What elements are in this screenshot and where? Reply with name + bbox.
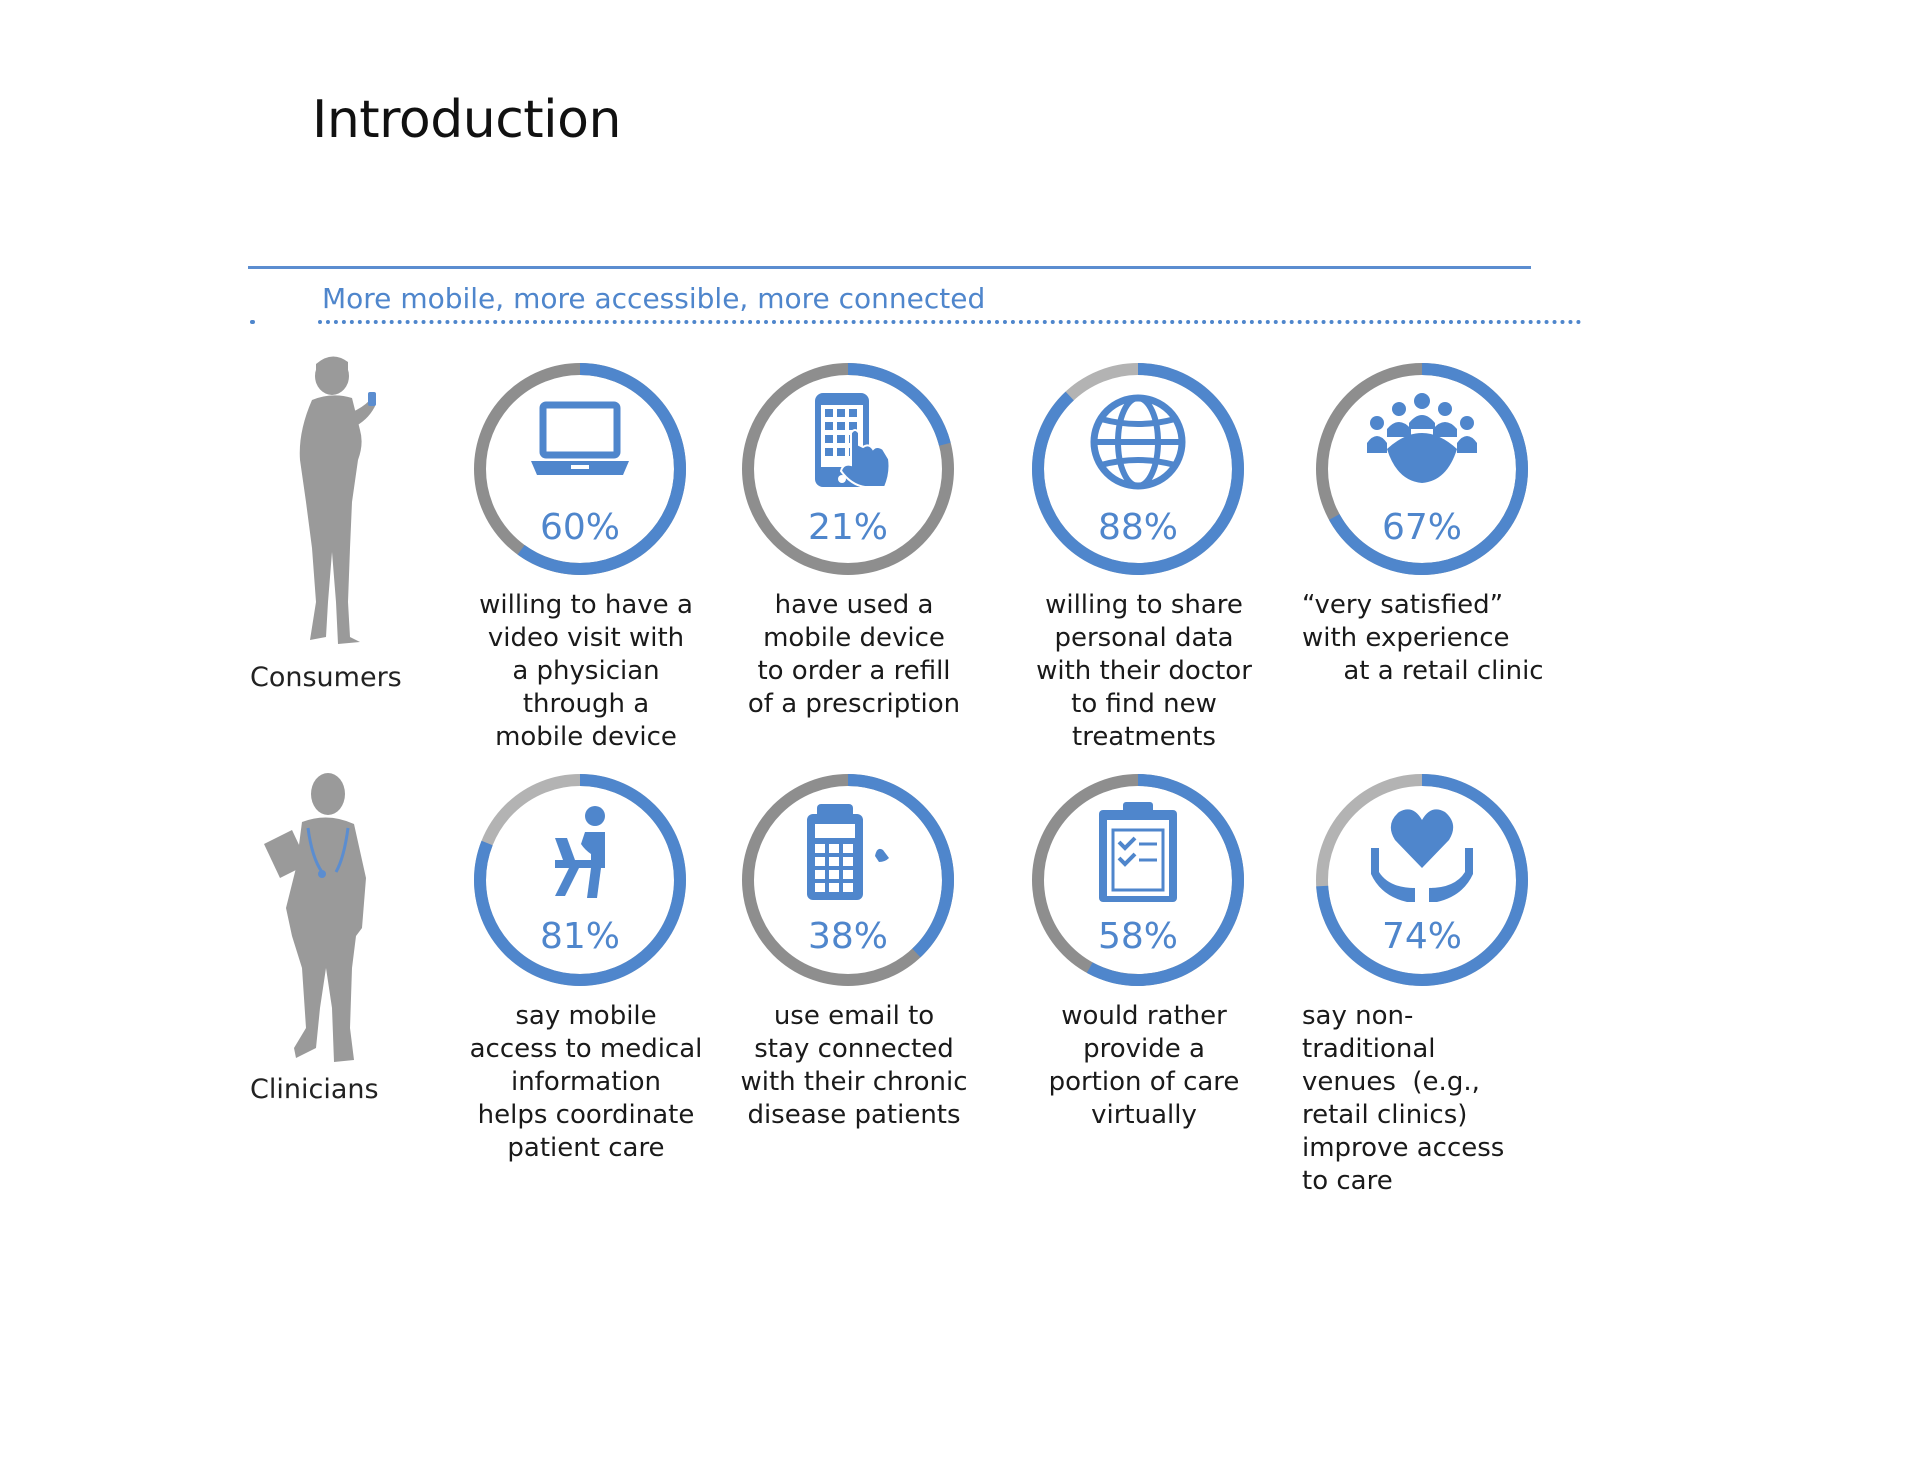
heart-hands-icon	[1367, 798, 1477, 908]
percent-label: 58%	[1097, 916, 1178, 957]
donut-ring	[1310, 768, 1534, 992]
stat-caption: would rather provide a portion of care virtually	[1048, 1001, 1240, 1130]
stat-caption: willing to share personal data with their doctor to find new treatments	[1036, 590, 1252, 752]
percent-label: 38%	[807, 916, 888, 957]
percent-label: 74%	[1381, 916, 1462, 957]
percent-label: 60%	[539, 507, 620, 548]
group-label-clinicians: Clinicians	[250, 1074, 379, 1105]
person-laptop-icon	[525, 798, 635, 908]
doctor-with-clipboard-icon	[256, 768, 386, 1068]
person-with-phone-icon	[290, 352, 390, 652]
donut-ring	[1310, 357, 1534, 581]
group-label-consumers: Consumers	[250, 662, 402, 693]
laptop-icon	[525, 387, 635, 497]
stat-caption: “very satisfied” with experience at a retail clinic	[1302, 590, 1544, 686]
page-title: Introduction	[312, 90, 621, 150]
stat-caption: use email to stay connected with their chronic disease patients	[740, 1001, 968, 1130]
clipboard-check-icon	[1083, 798, 1193, 908]
stat-caption: say non- traditional venues (e.g., retail clinics) improve access to care	[1302, 1001, 1505, 1196]
people-group-icon	[1367, 387, 1477, 497]
calculator-icon	[793, 798, 903, 908]
donut-ring	[736, 768, 960, 992]
stat-caption: say mobile access to medical information helps coordinate patient care	[469, 1001, 703, 1163]
percent-label: 81%	[539, 916, 620, 957]
donut-ring	[468, 768, 692, 992]
percent-label: 67%	[1381, 507, 1462, 548]
donut-ring	[736, 357, 960, 581]
donut-ring	[1026, 768, 1250, 992]
dot-marker	[250, 320, 255, 324]
percent-label: 21%	[807, 507, 888, 548]
dotted-divider	[318, 320, 1582, 324]
top-divider	[248, 266, 1531, 269]
donut-ring	[1026, 357, 1250, 581]
stat-caption: have used a mobile device to order a refill of a prescription	[747, 590, 961, 719]
phone-touch-icon	[793, 387, 903, 497]
percent-label: 88%	[1097, 507, 1178, 548]
stat-caption: willing to have a video visit with a physician through a mobile device	[479, 590, 693, 752]
section-subtitle: More mobile, more accessible, more connected	[322, 282, 986, 315]
donut-ring	[468, 357, 692, 581]
globe-icon	[1083, 387, 1193, 497]
